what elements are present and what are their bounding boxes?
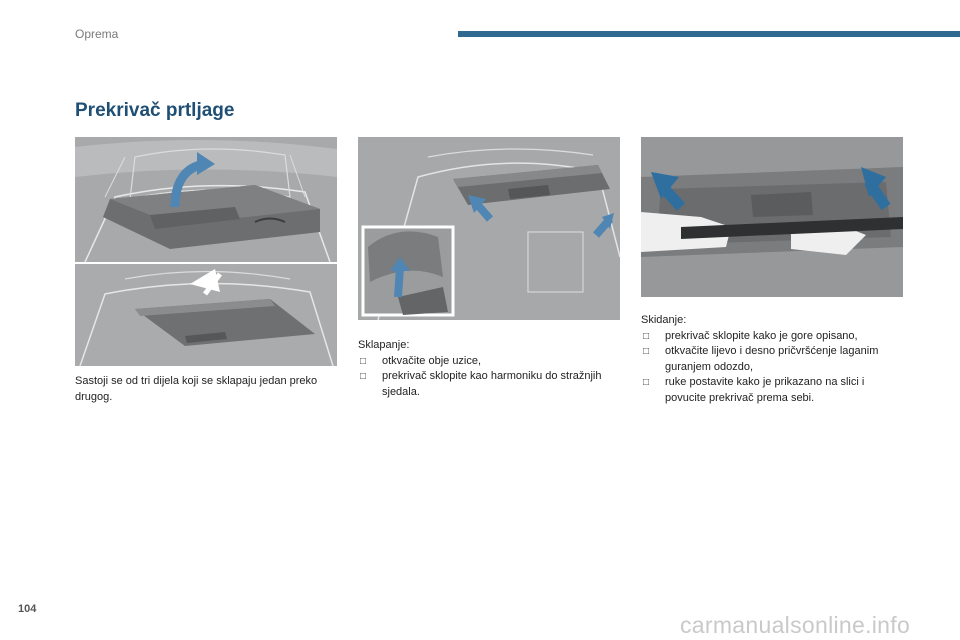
list-item-text: prekrivač sklopite kao harmoniku do stražnjih sjedala. xyxy=(382,370,602,398)
list-item-text: ruke postavite kako je prikazano na slici i povucite prekrivač prema sebi. xyxy=(665,376,865,404)
description-text xyxy=(75,374,330,405)
page-number: 104 xyxy=(18,603,37,615)
checkbox-icon: □ xyxy=(643,330,650,342)
checkbox-icon: □ xyxy=(643,377,650,388)
page-title: Prekrivač prtljage xyxy=(75,100,235,121)
list-item xyxy=(358,369,613,400)
checkbox-icon: □ xyxy=(643,346,650,357)
cover-unfold-illustration xyxy=(75,137,337,262)
list-item xyxy=(641,329,903,345)
list-item-text: otkvačite obje uzice, xyxy=(382,354,482,367)
header-accent-bar xyxy=(458,31,960,37)
description-paragraph: Sastoji se od tri dijela koji se sklapaju jedan preko drugog. xyxy=(75,375,318,403)
list-item xyxy=(641,375,903,406)
cover-folding-illustration xyxy=(358,137,620,320)
folding-instructions xyxy=(358,338,613,400)
folding-heading: Sklapanje: xyxy=(358,339,410,351)
watermark: carmanualsonline.info xyxy=(680,612,911,638)
cover-removal-illustration xyxy=(641,137,903,297)
section-label: Oprema xyxy=(75,27,119,41)
checkbox-icon: □ xyxy=(360,371,367,382)
cover-folded-illustration xyxy=(75,264,337,366)
removal-instructions xyxy=(641,313,903,406)
list-item xyxy=(358,354,613,370)
list-item-text: otkvačite lijevo i desno pričvršćenje laganim guranjem odozdo, xyxy=(665,345,879,373)
checkbox-icon: □ xyxy=(360,355,367,367)
list-item-text: prekrivač sklopite kako je gore opisano, xyxy=(665,329,858,342)
removal-heading: Skidanje: xyxy=(641,314,687,326)
list-item xyxy=(641,344,903,375)
